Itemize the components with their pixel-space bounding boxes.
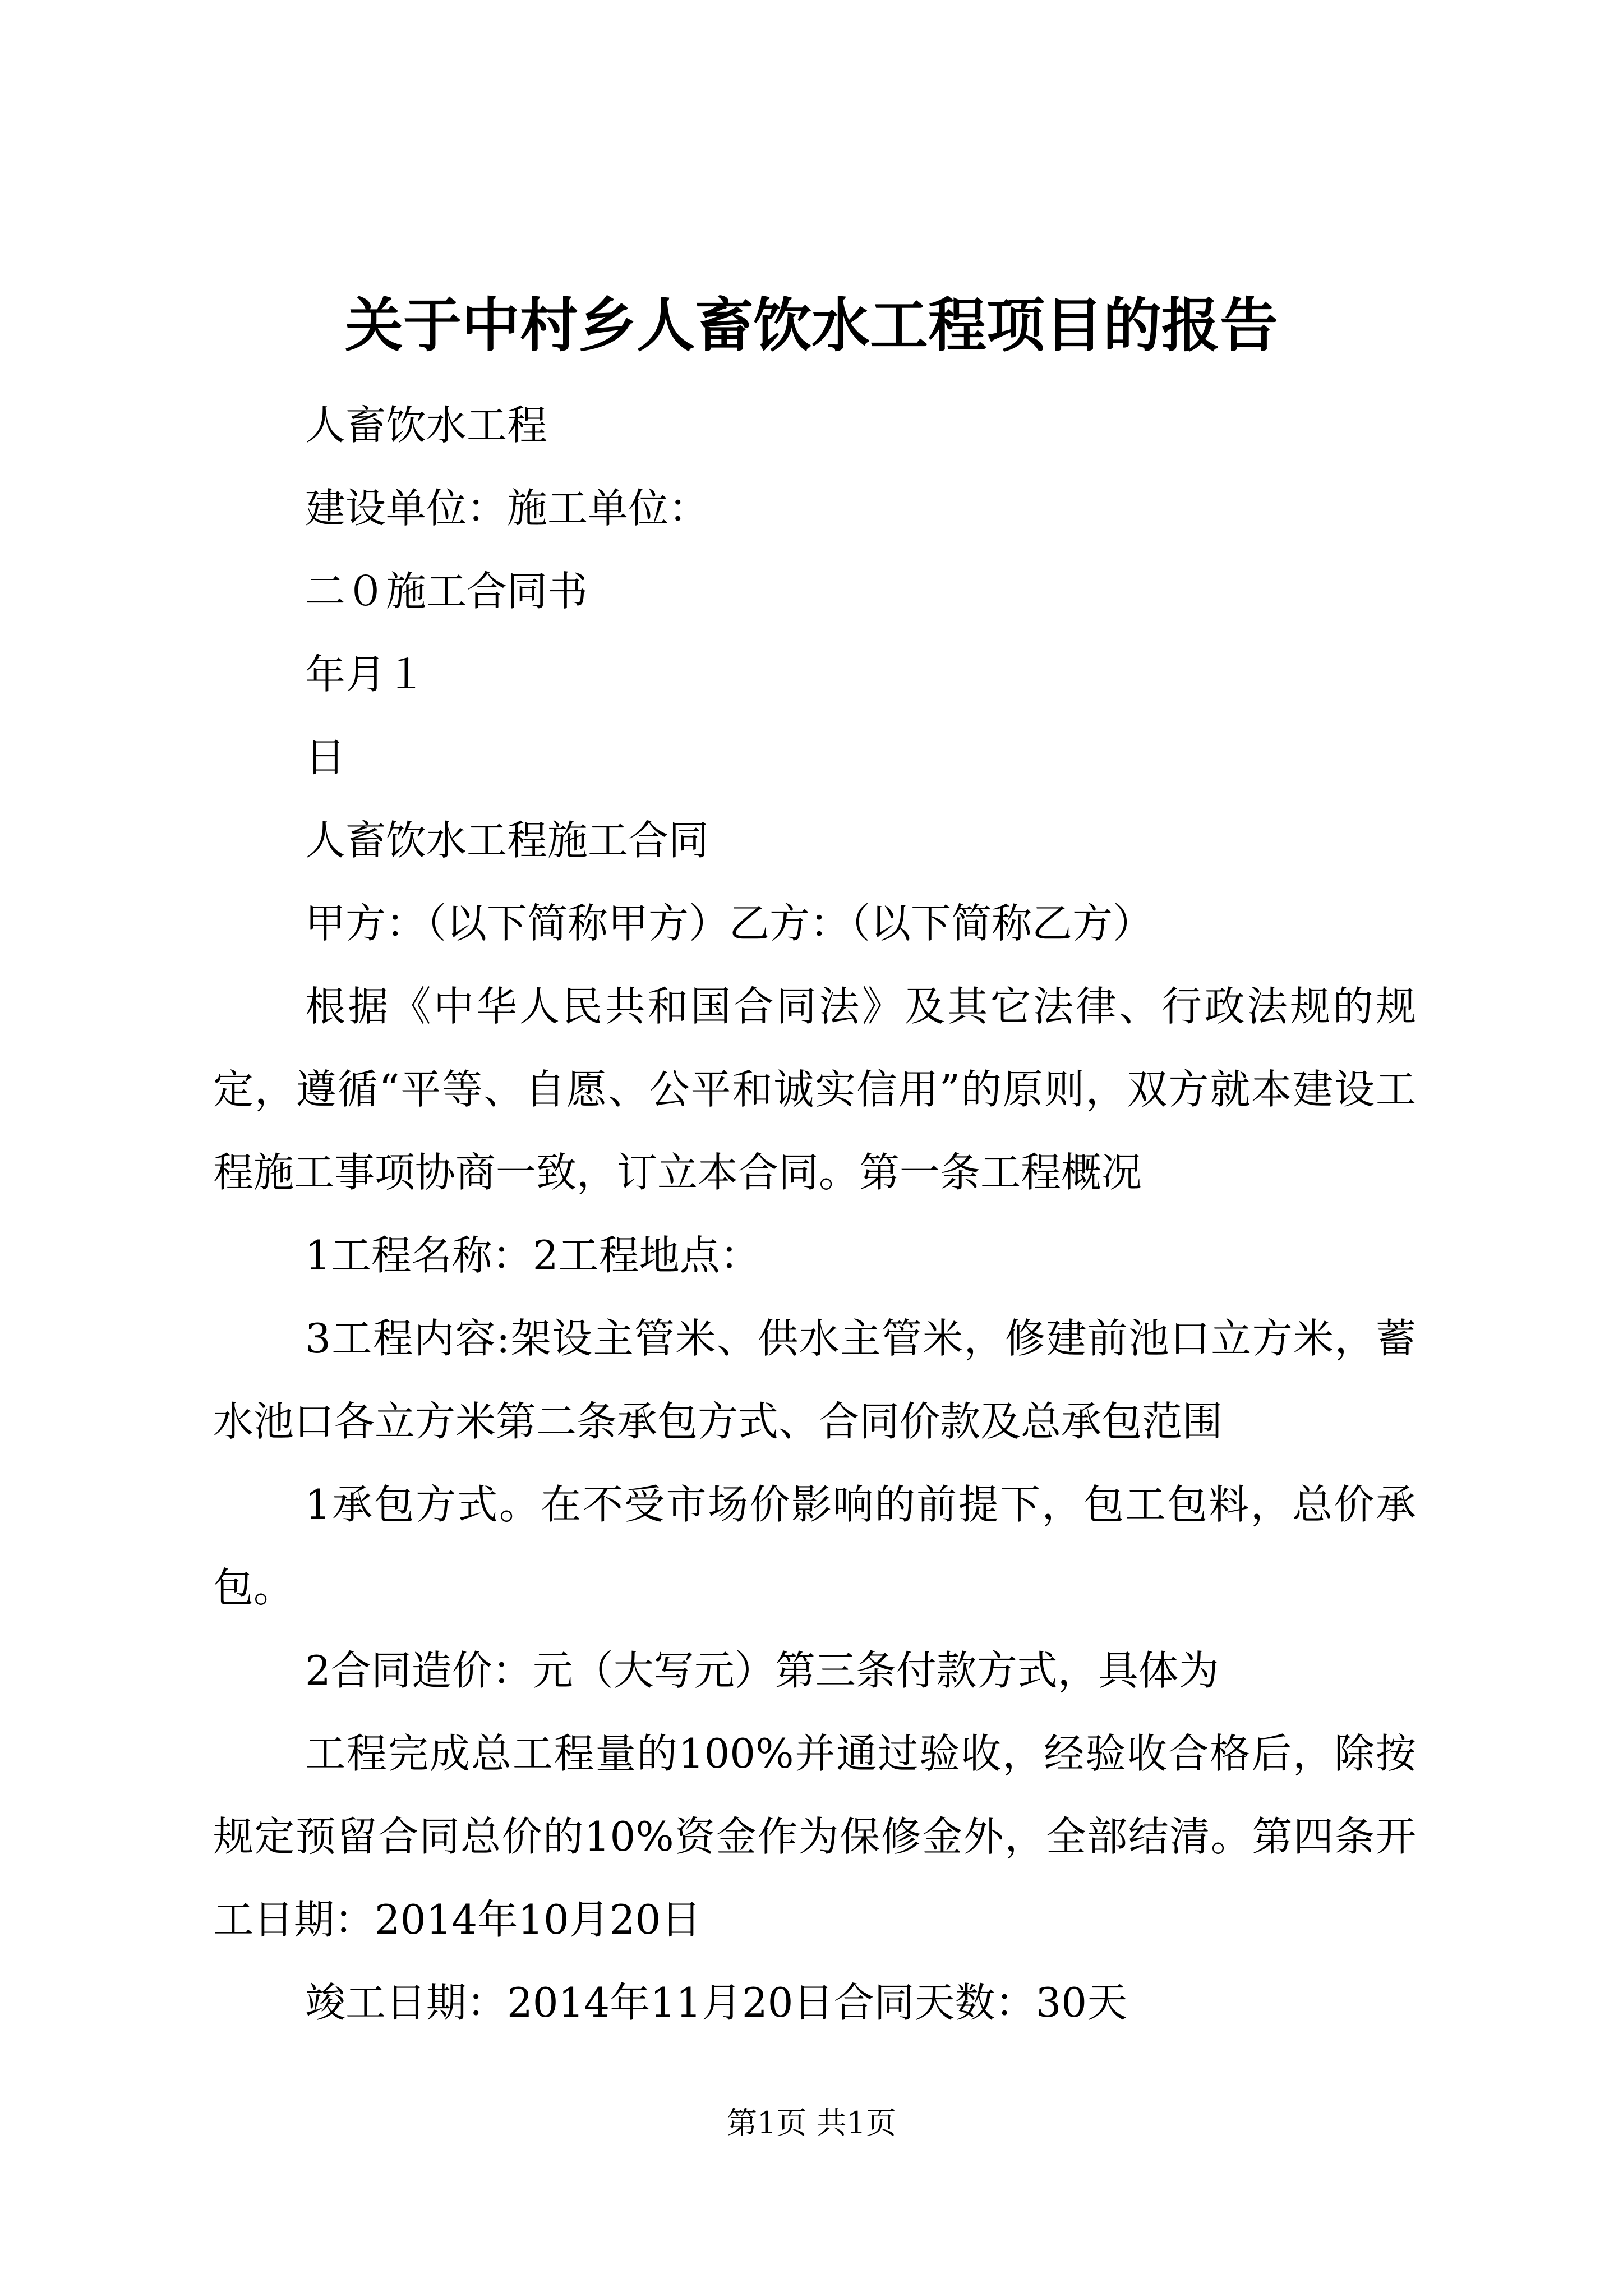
paragraph-completion-date: 竣工日期：2014年11月20日合同天数：30天: [305, 1979, 1128, 2026]
paragraph-year-month: 年月１: [305, 651, 427, 698]
paragraph-payment-terms: 工程完成总工程量的100%并通过验收，经验收合格后，除按规定预留合同总价的10%资金作为保修金外，全部结清。第四条开工日期：2014年10月20日: [213, 1730, 1416, 1943]
paragraph-contract-book: 二０施工合同书: [305, 568, 588, 615]
paragraph-legal-basis: 根据《中华人民共和国合同法》及其它法律、行政法规的规定，遵循“平等、自愿、公平和诚实信用”的原则，双方就本建设工程施工事项协商一致，订立本合同。第一条工程概况: [213, 983, 1416, 1196]
paragraph-project-name-location: 1工程名称：2工程地点：: [305, 1232, 760, 1279]
paragraph-day: 日: [305, 734, 346, 781]
paragraph-contract-method: 1承包方式。在不受市场价影响的前提下，包工包料，总价承包。: [213, 1481, 1416, 1611]
paragraph-party-a-b: 甲方：（以下简称甲方）乙方：（以下简称乙方）: [305, 900, 1154, 947]
document-body: [213, 384, 1416, 2044]
paragraph-contract-price: 2合同造价：元（大写元）第三条付款方式，具体为: [305, 1647, 1219, 1694]
paragraph-project-content: 3工程内容:架设主管米、供水主管米，修建前池口立方米，蓄水池口各立方米第二条承包方式、合同价款及总承包范围: [213, 1315, 1416, 1445]
document-title: 关于中村乡人畜饮水工程项目的报告: [344, 291, 1278, 360]
page-footer: 第1页 共1页: [727, 2105, 896, 2141]
paragraph-contract-title: 人畜饮水工程施工合同: [305, 817, 709, 864]
paragraph-parties-units: 建设单位：施工单位：: [305, 485, 709, 532]
paragraph-project-name: 人畜饮水工程: [305, 402, 548, 449]
